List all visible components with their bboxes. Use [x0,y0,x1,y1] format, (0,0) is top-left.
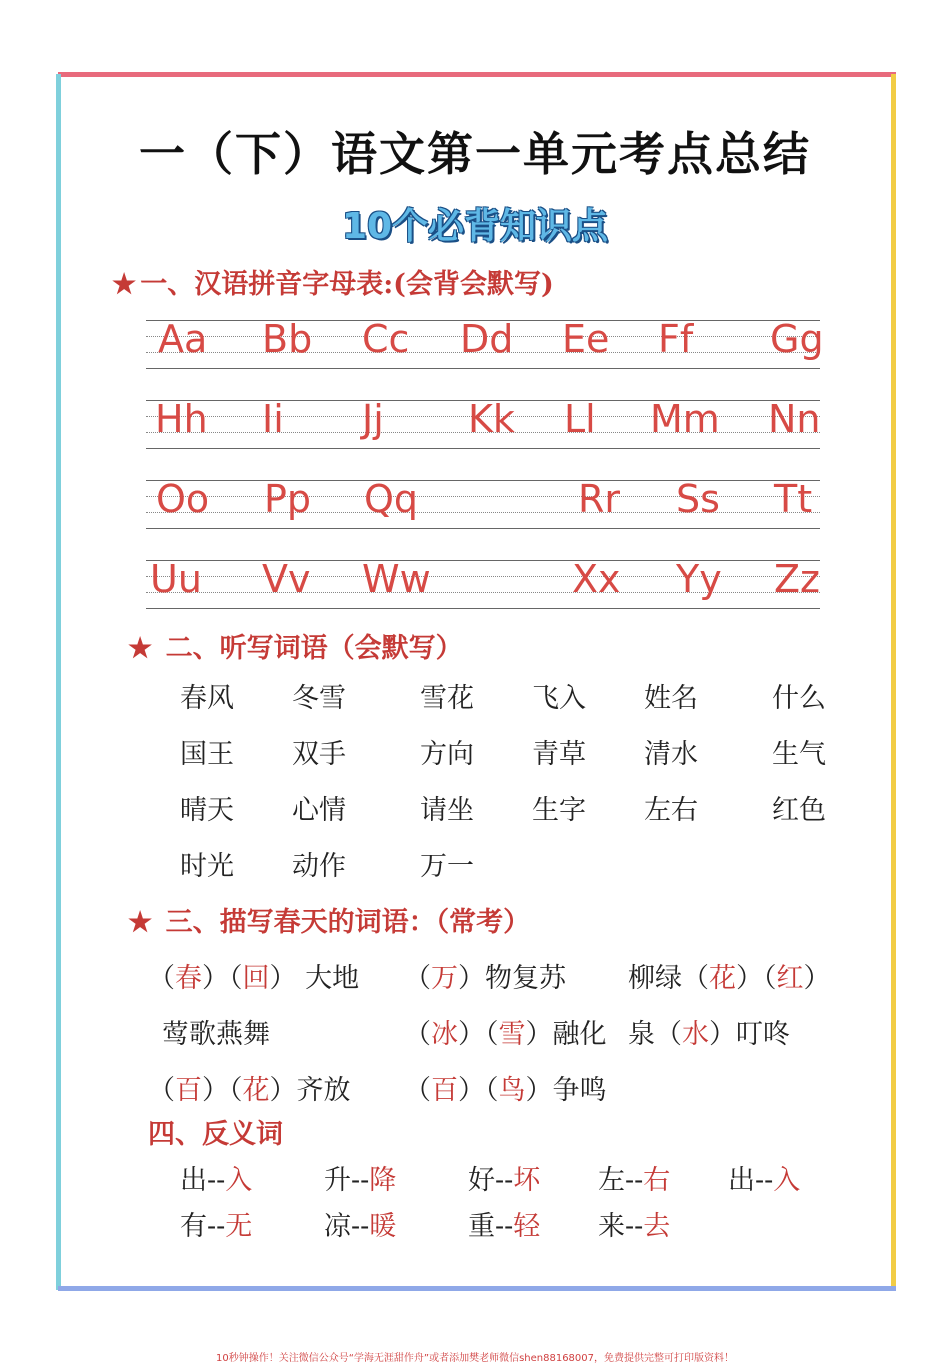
spring-phrase: （冰）（雪）融化 [404,1019,607,1050]
spring-phrase: 莺歌燕舞 [162,1019,270,1050]
antonym-pair: 好--坏 [468,1165,541,1196]
spring-phrase: 泉（水）叮咚 [628,1019,790,1050]
dictation-word: 青草 [532,739,586,770]
star-icon: ★ [112,269,137,300]
frame-right-border [891,74,896,1290]
pinyin-letter: Cc [362,317,410,361]
pinyin-letter: Gg [770,317,824,361]
dictation-word: 方向 [420,739,474,770]
pinyin-letter: Ee [562,317,610,361]
dictation-word: 什么 [772,683,826,714]
dictation-word: 雪花 [420,683,474,714]
pinyin-letter: Xx [572,557,621,601]
antonym-pair: 出--入 [728,1165,801,1196]
dictation-word: 左右 [644,795,698,826]
pinyin-letter: Nn [768,397,821,441]
dictation-word: 春风 [180,683,234,714]
dictation-word: 生字 [532,795,586,826]
pinyin-letter: Vv [262,557,311,601]
frame-top-border [58,72,896,77]
section1-heading [112,262,554,301]
frame-bottom-border [58,1286,896,1291]
pinyin-letter: Rr [578,477,621,521]
spring-phrase: （百）（鸟）争鸣 [404,1075,607,1106]
page-subtitle: 10个必背知识点 [341,206,609,247]
dictation-word: 万一 [420,851,474,882]
pinyin-letter: Pp [264,477,312,521]
pinyin-letter: Ff [658,317,694,361]
dictation-word: 时光 [180,851,234,882]
pinyin-letter: Bb [262,317,313,361]
section3-heading-text: 三、描写春天的词语：（常考） [165,907,531,938]
dictation-word: 姓名 [644,683,698,714]
dictation-word: 国王 [180,739,234,770]
section2-heading [128,626,463,665]
spring-phrase: （万）物复苏 [404,963,566,994]
frame-left-border [56,74,61,1290]
pinyin-letter: Tt [774,477,813,521]
section1-heading-text: 一、汉语拼音字母表:(会背会默写) [140,269,554,300]
dictation-word: 心情 [292,795,346,826]
antonym-pair: 凉--暖 [324,1211,397,1242]
dictation-word: 生气 [772,739,826,770]
pinyin-letter: Jj [362,397,384,441]
dictation-word: 请坐 [420,795,474,826]
star-icon: ★ [128,633,153,664]
dictation-word: 动作 [292,851,346,882]
dictation-word: 冬雪 [292,683,346,714]
pinyin-letter: Hh [155,397,208,441]
antonym-pair: 左--右 [598,1165,671,1196]
dictation-word: 清水 [644,739,698,770]
page-title: 一（下）语文第一单元考点总结 [139,127,811,181]
antonym-pair: 来--去 [598,1211,671,1242]
pinyin-letter: Kk [468,397,515,441]
antonym-pair: 出--入 [180,1165,253,1196]
pinyin-letter: Qq [364,477,419,521]
footer-note: 10秒钟操作！关注微信公众号“学海无涯甜作舟”或者添加樊老师微信shen88168007，免费提供完整可打印版资料！ [215,1353,735,1364]
pinyin-letter: Mm [650,397,720,441]
section4-heading: 四、反义词 [148,1119,283,1150]
spring-phrase: （百）（花）齐放 [148,1075,351,1106]
pinyin-letter: Dd [460,317,514,361]
section3-heading [128,900,530,939]
pinyin-letter: Ss [676,477,720,521]
pinyin-letter: Aa [158,317,208,361]
pinyin-letter: Oo [156,477,210,521]
spring-phrase: （春）（回） 大地 [148,963,360,994]
star-icon: ★ [128,907,153,938]
pinyin-letter: Ii [262,397,284,441]
dictation-word: 晴天 [180,795,234,826]
pinyin-letter: Yy [676,557,722,601]
section2-heading-text: 二、听写词语（会默写） [165,633,463,664]
dictation-word: 双手 [292,739,346,770]
pinyin-letter: Uu [150,557,202,601]
spring-phrase: 柳绿（花）（红） [628,963,831,994]
pinyin-letter: Ww [362,557,431,601]
pinyin-letter: Ll [564,397,596,441]
dictation-word: 飞入 [532,683,586,714]
pinyin-letter: Zz [774,557,820,601]
antonym-pair: 重--轻 [468,1211,541,1242]
antonym-pair: 升--降 [324,1165,397,1196]
dictation-word: 红色 [772,795,826,826]
antonym-pair: 有--无 [180,1211,253,1242]
